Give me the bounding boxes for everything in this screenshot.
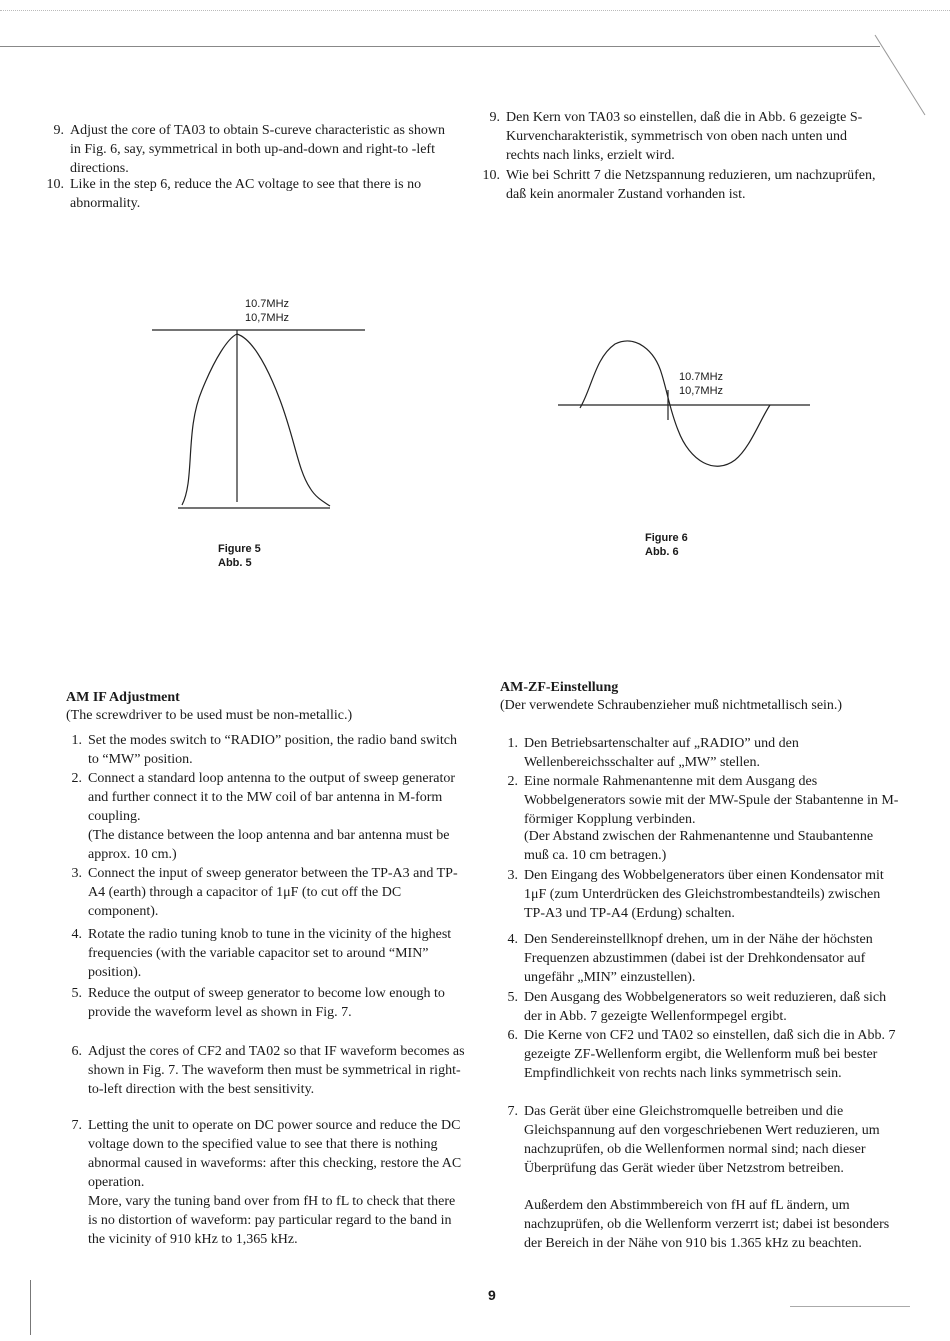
de-step-10 bbox=[478, 166, 878, 206]
section-note: (The screwdriver to be used must be non-metallic.) bbox=[66, 708, 353, 723]
step-text: Connect the input of sweep generator between the TP-A3 and TP-A4 (earth) through a capacitor of 1μF (to cut off the DC component). bbox=[88, 866, 458, 919]
freq-line-2: 10,7MHz bbox=[679, 385, 724, 397]
step-number: 3. bbox=[71, 866, 82, 881]
en-step-9 bbox=[42, 121, 445, 176]
step-text: Die Kerne von CF2 und TA02 so einstellen, daß sich die in Abb. 7 gezeigte ZF-Wellenform ergibt, die Wellenform muß bei bester Empfindlichkeit von rechts nach links symmetrisch sein. bbox=[524, 1028, 896, 1081]
step-text: Reduce the output of sweep generator to become low enough to provide the waveform level as shown in Fig. 7. bbox=[88, 986, 445, 1020]
page-number: 9 bbox=[488, 1287, 496, 1303]
footer-rule bbox=[790, 1306, 910, 1307]
caption-de: Abb. 5 bbox=[218, 557, 252, 569]
step-text: Den Ausgang des Wobbelgenerators so weit reduzieren, daß sich der in Abb. 7 gezeigte Wellenformpegel ergibt. bbox=[524, 990, 887, 1024]
step-text: Connect a standard loop antenna to the output of sweep generator and further connect it to the MW coil of bar antenna in M-form coupling. bbox=[88, 771, 455, 824]
step-number: 6. bbox=[507, 1028, 518, 1043]
step-subtext: More, vary the tuning band over from fH to fL to check that there is no distortion of waveform: pay particular regard to the band in the vicinity of 910 kHz to 1,365 kHz. bbox=[88, 1194, 456, 1247]
am-if-en-section bbox=[66, 690, 466, 725]
step-subtext: Außerdem den Abstimmbereich von fH auf fL ändern, um nachzuprüfen, ob die Wellenform verzerrt ist; dabei ist besonders der Bereich in der Nähe von 910 bis 1.365 kHz zu beachten. bbox=[524, 1198, 890, 1251]
step-number: 4. bbox=[71, 927, 82, 942]
figure5-waveform bbox=[140, 320, 380, 520]
step-subtext: (Der Abstand zwischen der Rahmenantenne und Staubantenne muß ca. 10 cm betragen.) bbox=[524, 829, 874, 863]
step-text: Like in the step 6, reduce the AC voltage to see that there is no abnormality. bbox=[70, 177, 422, 211]
step-text: Set the modes switch to “RADIO” position, the radio band switch to “MW” position. bbox=[88, 733, 457, 767]
step-number: 6. bbox=[71, 1044, 82, 1059]
header-rule bbox=[0, 46, 880, 47]
step-text: Den Kern von TA03 so einstellen, daß die in Abb. 6 gezeigte S-Kurvencharakteristik, symmetrisch von oben nach unten und rechts nach links, erzielt wird. bbox=[506, 110, 863, 163]
step-number: 7. bbox=[507, 1104, 518, 1119]
freq-line-1: 10.7MHz bbox=[679, 371, 724, 383]
step-number: 1. bbox=[507, 736, 518, 751]
step-number: 4. bbox=[507, 932, 518, 947]
step-text: Eine normale Rahmenantenne mit dem Ausgang des Wobbelgenerators sowie mit der MW-Spule der Stabantenne in M-förmiger Kopplung verbinden. bbox=[524, 774, 899, 827]
caption-de: Abb. 6 bbox=[645, 546, 679, 558]
section-title: AM-ZF-Einstellung bbox=[500, 680, 619, 695]
figure6-caption bbox=[645, 531, 688, 559]
response-curve bbox=[182, 334, 330, 506]
caption-en: Figure 6 bbox=[645, 532, 688, 544]
figure6-waveform bbox=[550, 330, 820, 480]
s-curve bbox=[580, 341, 770, 466]
step-number: 9. bbox=[53, 123, 64, 138]
scan-edge-mark bbox=[30, 1280, 31, 1335]
step-number: 7. bbox=[71, 1118, 82, 1133]
de-step-9 bbox=[478, 108, 878, 168]
am-if-de-section bbox=[500, 680, 900, 715]
step-number: 9. bbox=[489, 110, 500, 125]
freq-line-2: 10,7MHz bbox=[245, 312, 290, 324]
step-text: Den Betriebsartenschalter auf „RADIO” und den Wellenbereichsschalter auf „MW” stellen. bbox=[524, 736, 799, 770]
step-number: 2. bbox=[507, 774, 518, 789]
step-number: 2. bbox=[71, 771, 82, 786]
step-number: 3. bbox=[507, 868, 518, 883]
freq-line-1: 10.7MHz bbox=[245, 298, 290, 310]
step-number: 5. bbox=[507, 990, 518, 1005]
step-subtext: (The distance between the loop antenna and bar antenna must be approx. 10 cm.) bbox=[88, 828, 450, 862]
step-text: Adjust the cores of CF2 and TA02 so that IF waveform becomes as shown in Fig. 7. The waveform then must be symmetrical in right-to-left direction with the best sensitivity. bbox=[88, 1044, 465, 1097]
section-note: (Der verwendete Schraubenzieher muß nichtmetallisch sein.) bbox=[500, 698, 843, 713]
header-rule-top bbox=[0, 10, 950, 11]
step-number: 1. bbox=[71, 733, 82, 748]
en-step-10 bbox=[42, 175, 442, 215]
step-text: Letting the unit to operate on DC power source and reduce the DC voltage down to the specified value to see that there is nothing abnormal caused in waveforms: after this checking, restore the AC operation. bbox=[88, 1118, 462, 1190]
step-text: Den Eingang des Wobbelgenerators über einen Kondensator mit 1μF (zum Unterdrücken des Gleichstrombestandteils) zwischen TP-A3 und TP-A4 (Erdung) schalten. bbox=[524, 868, 884, 921]
section-title: AM IF Adjustment bbox=[66, 690, 180, 705]
figure5-caption bbox=[218, 542, 261, 570]
step-number: 10. bbox=[482, 168, 500, 183]
caption-en: Figure 5 bbox=[218, 543, 261, 555]
step-text: Wie bei Schritt 7 die Netzspannung reduzieren, um nachzuprüfen, daß kein anormaler Zustand vorhanden ist. bbox=[506, 168, 876, 202]
corner-line bbox=[870, 30, 930, 120]
step-number: 10. bbox=[46, 177, 64, 192]
step-text: Adjust the core of TA03 to obtain S-cureve characteristic as shown in Fig. 6, say, symmetrical in both up-and-down and right-to -left directions. bbox=[70, 123, 445, 176]
step-text: Rotate the radio tuning knob to tune in the vicinity of the highest frequencies (with the variable capacitor set to around “MIN” position). bbox=[88, 927, 452, 980]
step-text: Das Gerät über eine Gleichstromquelle betreiben und die Gleichspannung auf den vorgeschriebenen Wert reduzieren, um nachzuprüfen, ob die Wellenformen normal sind; nach dieser Überprüfung das Gerät wieder über Netzstrom betreiben. bbox=[524, 1104, 880, 1176]
step-number: 5. bbox=[71, 986, 82, 1001]
step-text: Den Sendereinstellknopf drehen, um in der Nähe der höchsten Frequenzen abzustimmen (dabei ist der Drehkondensator auf ungefähr „MIN” einzustellen). bbox=[524, 932, 873, 985]
